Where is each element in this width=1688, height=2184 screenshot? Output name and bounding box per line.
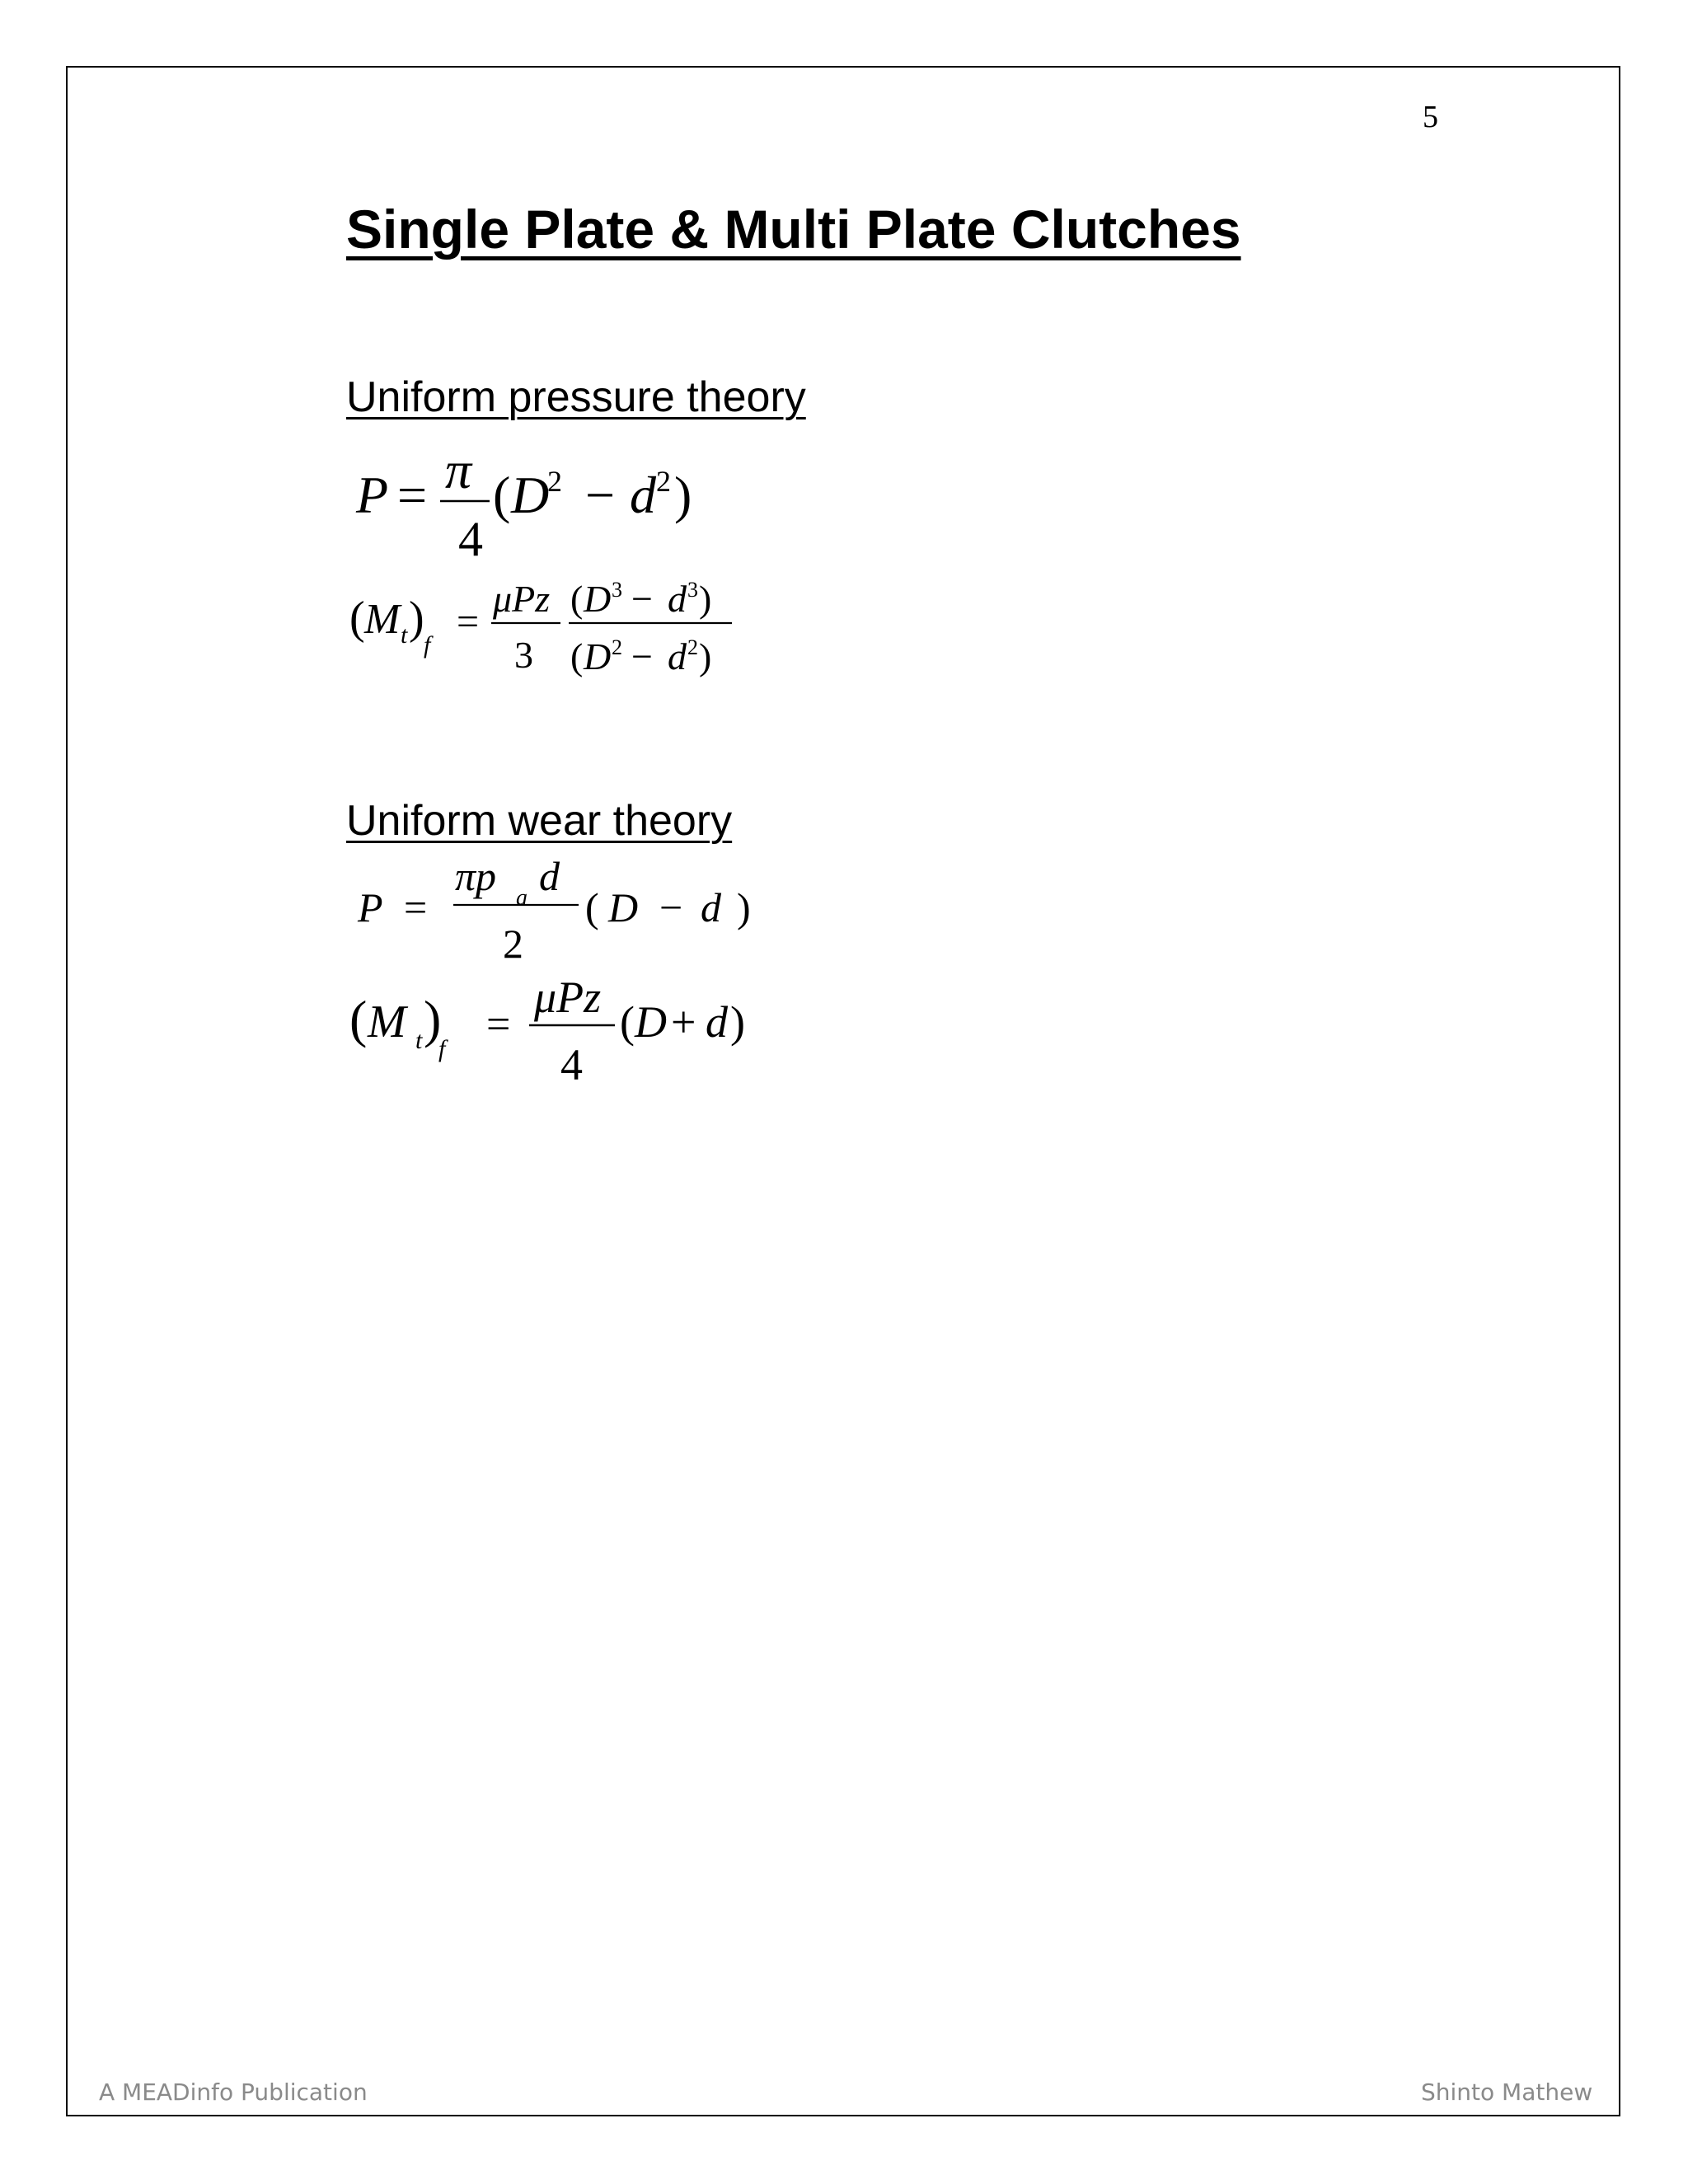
svg-text:(: ( <box>570 635 584 677</box>
svg-text:−: − <box>631 578 653 620</box>
svg-text:): ) <box>730 997 745 1047</box>
svg-text:(: ( <box>349 990 368 1048</box>
svg-text:D: D <box>584 635 612 677</box>
svg-text:(: ( <box>585 884 599 930</box>
equation-pressure-force <box>346 441 775 569</box>
svg-text:4: 4 <box>560 1040 583 1090</box>
page-frame <box>66 66 1620 2116</box>
svg-text:(: ( <box>570 578 584 620</box>
svg-text:(: ( <box>349 593 365 644</box>
svg-text:M: M <box>364 596 401 643</box>
equation-wear-force <box>346 853 775 968</box>
svg-text:+: + <box>671 997 696 1047</box>
svg-text:): ) <box>699 578 712 620</box>
section-heading-uniform-wear: Uniform wear theory <box>346 797 733 845</box>
svg-text:d: d <box>668 635 687 677</box>
svg-text:d: d <box>630 466 656 524</box>
svg-text:=: = <box>397 466 428 524</box>
svg-text:d: d <box>539 853 560 899</box>
svg-text:μPz: μPz <box>534 972 602 1022</box>
svg-text:2: 2 <box>656 465 671 498</box>
svg-text:t: t <box>415 1027 423 1054</box>
footer-publisher: A MEADinfo Publication <box>99 2079 368 2106</box>
svg-text:π: π <box>445 441 472 499</box>
svg-text:): ) <box>424 990 442 1048</box>
svg-text:f: f <box>438 1035 446 1062</box>
svg-text:): ) <box>674 466 692 524</box>
svg-text:=: = <box>457 600 480 644</box>
svg-text:−: − <box>631 635 653 677</box>
page-title: Single Plate & Multi Plate Clutches <box>346 199 1241 260</box>
svg-text:d: d <box>668 578 687 620</box>
svg-text:−: − <box>659 884 683 930</box>
svg-text:2: 2 <box>503 921 523 967</box>
svg-text:): ) <box>699 635 712 677</box>
equation-pressure-torque <box>346 577 775 701</box>
svg-text:(: ( <box>620 997 635 1047</box>
svg-text:D: D <box>511 466 550 524</box>
footer-author: Shinto Mathew <box>1421 2079 1593 2106</box>
equation-wear-torque <box>346 972 791 1101</box>
svg-text:M: M <box>368 996 406 1047</box>
svg-text:a: a <box>516 885 528 911</box>
svg-text:P: P <box>356 466 389 524</box>
section-heading-uniform-pressure: Uniform pressure theory <box>346 373 806 421</box>
svg-text:3: 3 <box>514 634 533 676</box>
svg-text:3: 3 <box>612 578 622 602</box>
svg-text:f: f <box>424 631 431 658</box>
svg-text:2: 2 <box>687 635 698 659</box>
svg-text:t: t <box>401 621 408 649</box>
svg-text:): ) <box>409 593 424 644</box>
svg-text:μPz: μPz <box>493 578 551 620</box>
svg-text:): ) <box>737 884 751 930</box>
svg-text:=: = <box>486 1001 511 1048</box>
svg-text:πp: πp <box>455 853 497 899</box>
svg-text:D: D <box>608 884 639 930</box>
svg-text:d: d <box>706 997 728 1047</box>
svg-text:3: 3 <box>687 578 698 602</box>
svg-text:D: D <box>584 578 612 620</box>
svg-text:2: 2 <box>547 465 562 498</box>
svg-text:(: ( <box>493 466 511 524</box>
page-number: 5 <box>1423 100 1438 134</box>
svg-text:D: D <box>635 997 667 1047</box>
svg-text:2: 2 <box>612 635 622 659</box>
svg-text:−: − <box>585 466 616 524</box>
svg-text:=: = <box>404 884 428 930</box>
svg-text:4: 4 <box>458 512 483 566</box>
svg-text:P: P <box>358 884 383 930</box>
svg-text:d: d <box>701 884 721 930</box>
